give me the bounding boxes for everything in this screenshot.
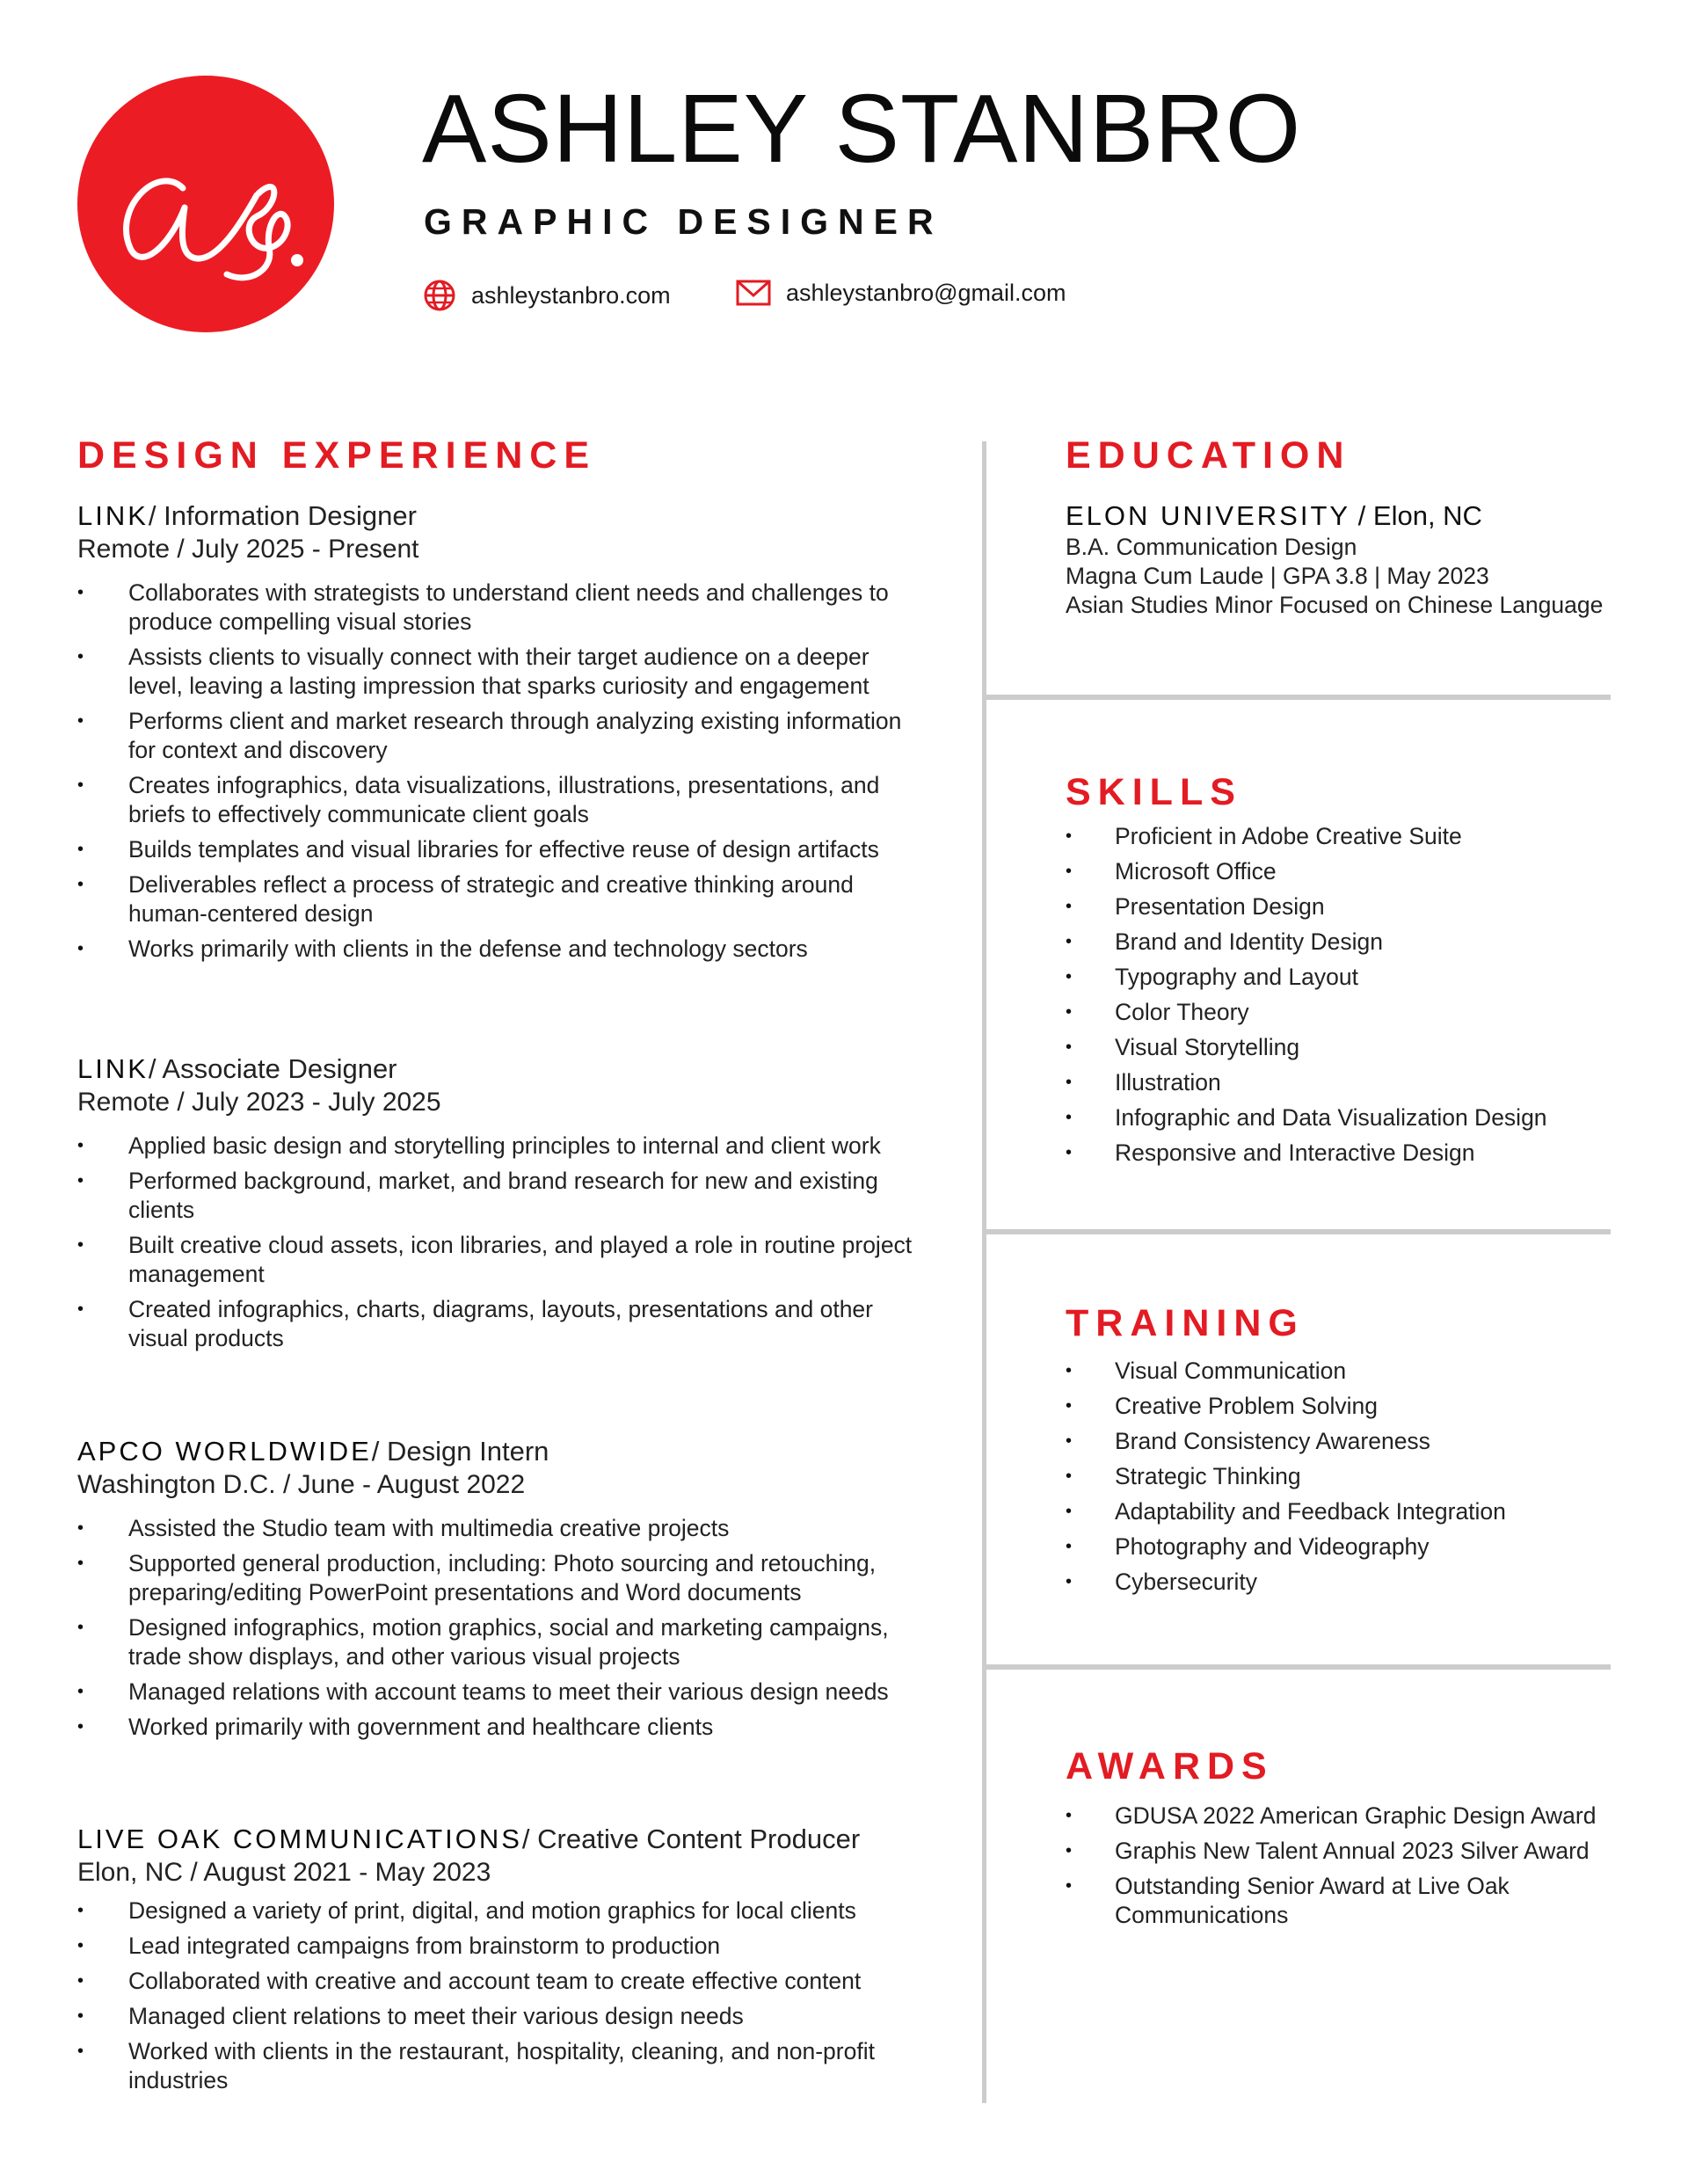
list-item: • Worked primarily with government and healthcare clients xyxy=(77,1713,921,1742)
company-name: LINK xyxy=(77,1053,149,1084)
section-divider xyxy=(982,1229,1611,1234)
bullet-list xyxy=(77,1132,921,1353)
mail-icon xyxy=(735,278,772,308)
section-divider xyxy=(982,695,1611,700)
list-item: • Creates infographics, data visualizations, illustrations, presentations, and briefs to effectively communicate client goals xyxy=(77,771,921,829)
list-item: • Graphis New Talent Annual 2023 Silver Award xyxy=(1066,1837,1628,1866)
list-item: • Illustration xyxy=(1066,1068,1628,1097)
job-header xyxy=(77,1435,921,1468)
list-item: • Visual Communication xyxy=(1066,1357,1628,1386)
list-item: • Collaborated with creative and account team to create effective content xyxy=(77,1967,921,1996)
job-title: GRAPHIC DESIGNER xyxy=(424,201,943,242)
minor: Asian Studies Minor Focused on Chinese Language xyxy=(1066,592,1604,618)
website-link[interactable] xyxy=(422,278,671,313)
skills-heading: SKILLS xyxy=(1066,771,1242,813)
list-item: • Applied basic design and storytelling principles to internal and client work xyxy=(77,1132,921,1161)
list-item: • Managed relations with account teams to meet their various design needs xyxy=(77,1678,921,1707)
list-item: • Managed client relations to meet their various design needs xyxy=(77,2002,921,2031)
company-name: APCO WORLDWIDE xyxy=(77,1436,372,1467)
list-item: • Deliverables reflect a process of strategic and creative thinking around human-centered design xyxy=(77,870,921,928)
logo-monogram xyxy=(77,76,334,332)
list-item: • Worked with clients in the restaurant, hospitality, cleaning, and non-profit industries xyxy=(77,2037,921,2095)
training-block xyxy=(1066,1357,1628,1603)
job-location: Remote / July 2023 - July 2025 xyxy=(77,1088,441,1117)
skills-list xyxy=(1066,822,1628,1168)
column-divider xyxy=(982,441,986,2103)
list-item: • Performed background, market, and brand research for new and existing clients xyxy=(77,1167,921,1225)
list-item: • Strategic Thinking xyxy=(1066,1462,1628,1491)
list-item: • Cybersecurity xyxy=(1066,1568,1628,1597)
list-item: • Assists clients to visually connect with their target audience on a deeper level, leaving a lasting impression that sparks curiosity and engagement xyxy=(77,643,921,701)
list-item: • Performs client and market research through analyzing existing information for context and discovery xyxy=(77,707,921,765)
list-item: • Lead integrated campaigns from brainstorm to production xyxy=(77,1932,921,1961)
honors: Magna Cum Laude | GPA 3.8 | May 2023 xyxy=(1066,563,1489,589)
list-item: • Photography and Videography xyxy=(1066,1532,1628,1562)
school-location: / Elon, NC xyxy=(1350,500,1482,531)
website-text: ashleystanbro.com xyxy=(471,281,671,309)
role-name: / Information Designer xyxy=(148,500,417,531)
list-item: • Adaptability and Feedback Integration xyxy=(1066,1497,1628,1526)
company-name: LIVE OAK COMMUNICATIONS xyxy=(77,1824,522,1854)
company-name: LINK xyxy=(77,500,149,531)
list-item: • Typography and Layout xyxy=(1066,963,1628,992)
awards-list xyxy=(1066,1802,1628,1930)
list-item: • Microsoft Office xyxy=(1066,857,1628,886)
job-entry xyxy=(77,499,921,970)
list-item: • Assisted the Studio team with multimedia creative projects xyxy=(77,1514,921,1543)
list-item: • Color Theory xyxy=(1066,998,1628,1027)
list-item: • Works primarily with clients in the defense and technology sectors xyxy=(77,935,921,964)
list-item: • Built creative cloud assets, icon libraries, and played a role in routine project management xyxy=(77,1231,921,1289)
list-item: • Outstanding Senior Award at Live Oak Communications xyxy=(1066,1872,1628,1930)
logo xyxy=(77,76,334,332)
bullet-list xyxy=(77,579,921,964)
list-item: • Supported general production, including: Photo sourcing and retouching, preparing/editing PowerPoint presentations and Word documents xyxy=(77,1549,921,1607)
skills-block xyxy=(1066,822,1628,1174)
bullet-list xyxy=(77,1896,921,2095)
list-item: • Brand and Identity Design xyxy=(1066,928,1628,957)
job-entry xyxy=(77,1823,921,2101)
job-header xyxy=(77,499,921,533)
list-item: • Brand Consistency Awareness xyxy=(1066,1427,1628,1456)
degree: B.A. Communication Design xyxy=(1066,534,1357,560)
page-title: ASHLEY STANBRO xyxy=(422,75,1302,183)
list-item: • GDUSA 2022 American Graphic Design Award xyxy=(1066,1802,1628,1831)
bullet-list xyxy=(77,1514,921,1742)
list-item: • Visual Storytelling xyxy=(1066,1033,1628,1062)
job-entry xyxy=(77,1052,921,1359)
email-text: ashleystanbro@gmail.com xyxy=(786,279,1066,306)
training-list xyxy=(1066,1357,1628,1597)
list-item: • Proficient in Adobe Creative Suite xyxy=(1066,822,1628,851)
list-item: • Infographic and Data Visualization Design xyxy=(1066,1103,1628,1132)
job-header xyxy=(77,1823,921,1856)
email-link[interactable] xyxy=(735,278,1066,308)
role-name: / Creative Content Producer xyxy=(521,1824,861,1854)
globe-icon xyxy=(422,278,457,313)
awards-heading: AWARDS xyxy=(1066,1745,1274,1787)
list-item: • Presentation Design xyxy=(1066,892,1628,921)
education-heading: EDUCATION xyxy=(1066,434,1351,477)
list-item: • Designed infographics, motion graphics, social and marketing campaigns, trade show displays, and other various visual projects xyxy=(77,1613,921,1671)
training-heading: TRAINING xyxy=(1066,1302,1305,1344)
job-location: Remote / July 2025 - Present xyxy=(77,535,419,564)
list-item: • Creative Problem Solving xyxy=(1066,1392,1628,1421)
job-entry xyxy=(77,1435,921,1748)
section-divider xyxy=(982,1664,1611,1670)
experience-heading: DESIGN EXPERIENCE xyxy=(77,434,596,477)
job-location: Washington D.C. / June - August 2022 xyxy=(77,1470,526,1499)
list-item: • Builds templates and visual libraries for effective reuse of design artifacts xyxy=(77,835,921,864)
role-name: / Design Intern xyxy=(371,1436,549,1467)
job-header xyxy=(77,1052,921,1086)
awards-block xyxy=(1066,1802,1628,1936)
list-item: • Responsive and Interactive Design xyxy=(1066,1139,1628,1168)
list-item: • Created infographics, charts, diagrams, layouts, presentations and other visual products xyxy=(77,1295,921,1353)
school-name: ELON UNIVERSITY xyxy=(1066,500,1351,531)
list-item: • Designed a variety of print, digital, and motion graphics for local clients xyxy=(77,1896,921,1926)
job-location: Elon, NC / August 2021 - May 2023 xyxy=(77,1858,491,1887)
school-header xyxy=(1066,499,1628,533)
role-name: / Associate Designer xyxy=(148,1053,397,1084)
list-item: • Collaborates with strategists to understand client needs and challenges to produce compelling visual stories xyxy=(77,579,921,637)
education-block xyxy=(1066,499,1628,620)
